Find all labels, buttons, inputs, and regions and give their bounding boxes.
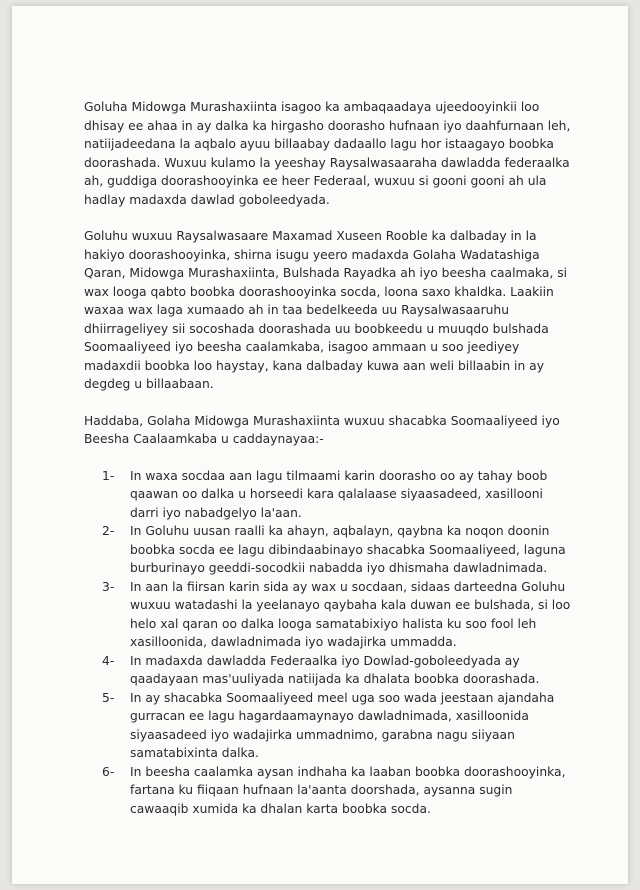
list-item [102,763,574,819]
document-page [12,6,628,884]
list-item [102,689,574,763]
list-item-number: 5- [102,690,115,705]
list-item-text: In Goluhu uusan raalli ka ahayn, aqbalayn, qaybna ka noqon doonin boobka socda ee lagu dibindaabinayo shacabka Soomaaliyeed, laguna burburinayo geeddi-socodkii nabadda iyo dhismaha dawladnimada. [130,524,566,575]
list-item [102,652,574,689]
paragraph-declaration: Haddaba, Golaha Midowga Murashaxiinta wuxuu shacabka Soomaaliyeed iyo Beesha Caalaamkaba u caddaynayaa:- [84,413,560,446]
list-item-number: 1- [102,468,115,483]
document-body [84,98,574,818]
list-item-number: 4- [102,653,115,668]
list-item [102,467,574,523]
list-item-number: 6- [102,764,115,779]
list-item-text: In waxa socdaa aan lagu tilmaami karin doorasho oo ay tahay boob qaawan oo dalka u horseedi kara qalalaase siyaasadeed, xasillooni darri iyo nabadgelyo la'aan. [130,468,548,520]
list-item [102,522,574,578]
paragraph-request: Goluhu wuxuu Raysalwasaare Maxamad Xuseen Rooble ka dalbaday in la hakiyo doorashooyinka, shirna isugu yeero madaxda Golaha Wadatashiga Qaran, Midowga Murashaxiinta, Bulshada Rayadka ah iyo beesha caalmaka, si wax looga qabto boobka doorashooyinka socda, loona saxo khaldka. Laakiin waxaa wax laga xumaado ah in taa bedelkeeda uu Raysalwasaaruhu dhiirrageliyey sii socoshada doorashada uu boobkeedu u muuqdo bulshada Soomaaliyeed iyo beesha caalamkaba, isagoo ammaan u soo jeediyey madaxdii boobka loo haystay, kana dalbaday kuwa aan weli billaabin in ay degdeg u billaabaan. [84,229,568,391]
list-item-text: In aan la fiirsan karin sida ay wax u socdaan, sidaas darteedna Goluhu wuxuu watadashi la yeelanayo qaybaha kala duwan ee bulshada, si loo helo xal qaran oo dalka looga samatabixiyo halista ku soo fool leh xasilloonida, dawladnimada iyo wadajirka ummadda. [130,579,571,649]
paragraph-intro: Goluha Midowga Murashaxiinta isagoo ka ambaqaadaya ujeedooyinkii loo dhisay ee ahaa in ay dalka ka hirgasho doorasho hufnaan iyo daahfurnaan leh, natiijadeedana la aqbalo ayuu billaabay dadaallo lagu hor istaagayo boobka doorashada. Wuxuu kulamo la yeeshay Raysalwasaaraha dawladda federaalka ah, guddiga doorashooyinka ee heer Federaal, wuxuu si gooni gooni ah ula hadlay madaxda dawlad goboleedyada. [84,100,571,207]
list-item-number: 3- [102,579,115,594]
list-item-text: In beesha caalamka aysan indhaha ka laaban boobka doorashooyinka, fartana ku fiiqaan hufnaan la'aanta doorshada, aysanna sugin cawaaqib xumida ka dhalan karta boobka socda. [130,764,566,816]
list-item-number: 2- [102,524,115,538]
list-item-text: In madaxda dawladda Federaalka iyo Dowlad-goboleedyada ay qaadayaan mas'uuliyada natiijada ka dhalata boobka doorashada. [130,653,540,686]
list-item [102,578,574,652]
declaration-list [84,467,574,819]
list-item-text: In ay shacabka Soomaaliyeed meel uga soo wada jeestaan ajandaha gurracan ee lagu hagardaamaynayo dawladnimada, xasilloonida siyaasadeed iyo wadajirka ummadnimo, garabna nagu siiyaan samatabixinta dalka. [130,690,555,760]
